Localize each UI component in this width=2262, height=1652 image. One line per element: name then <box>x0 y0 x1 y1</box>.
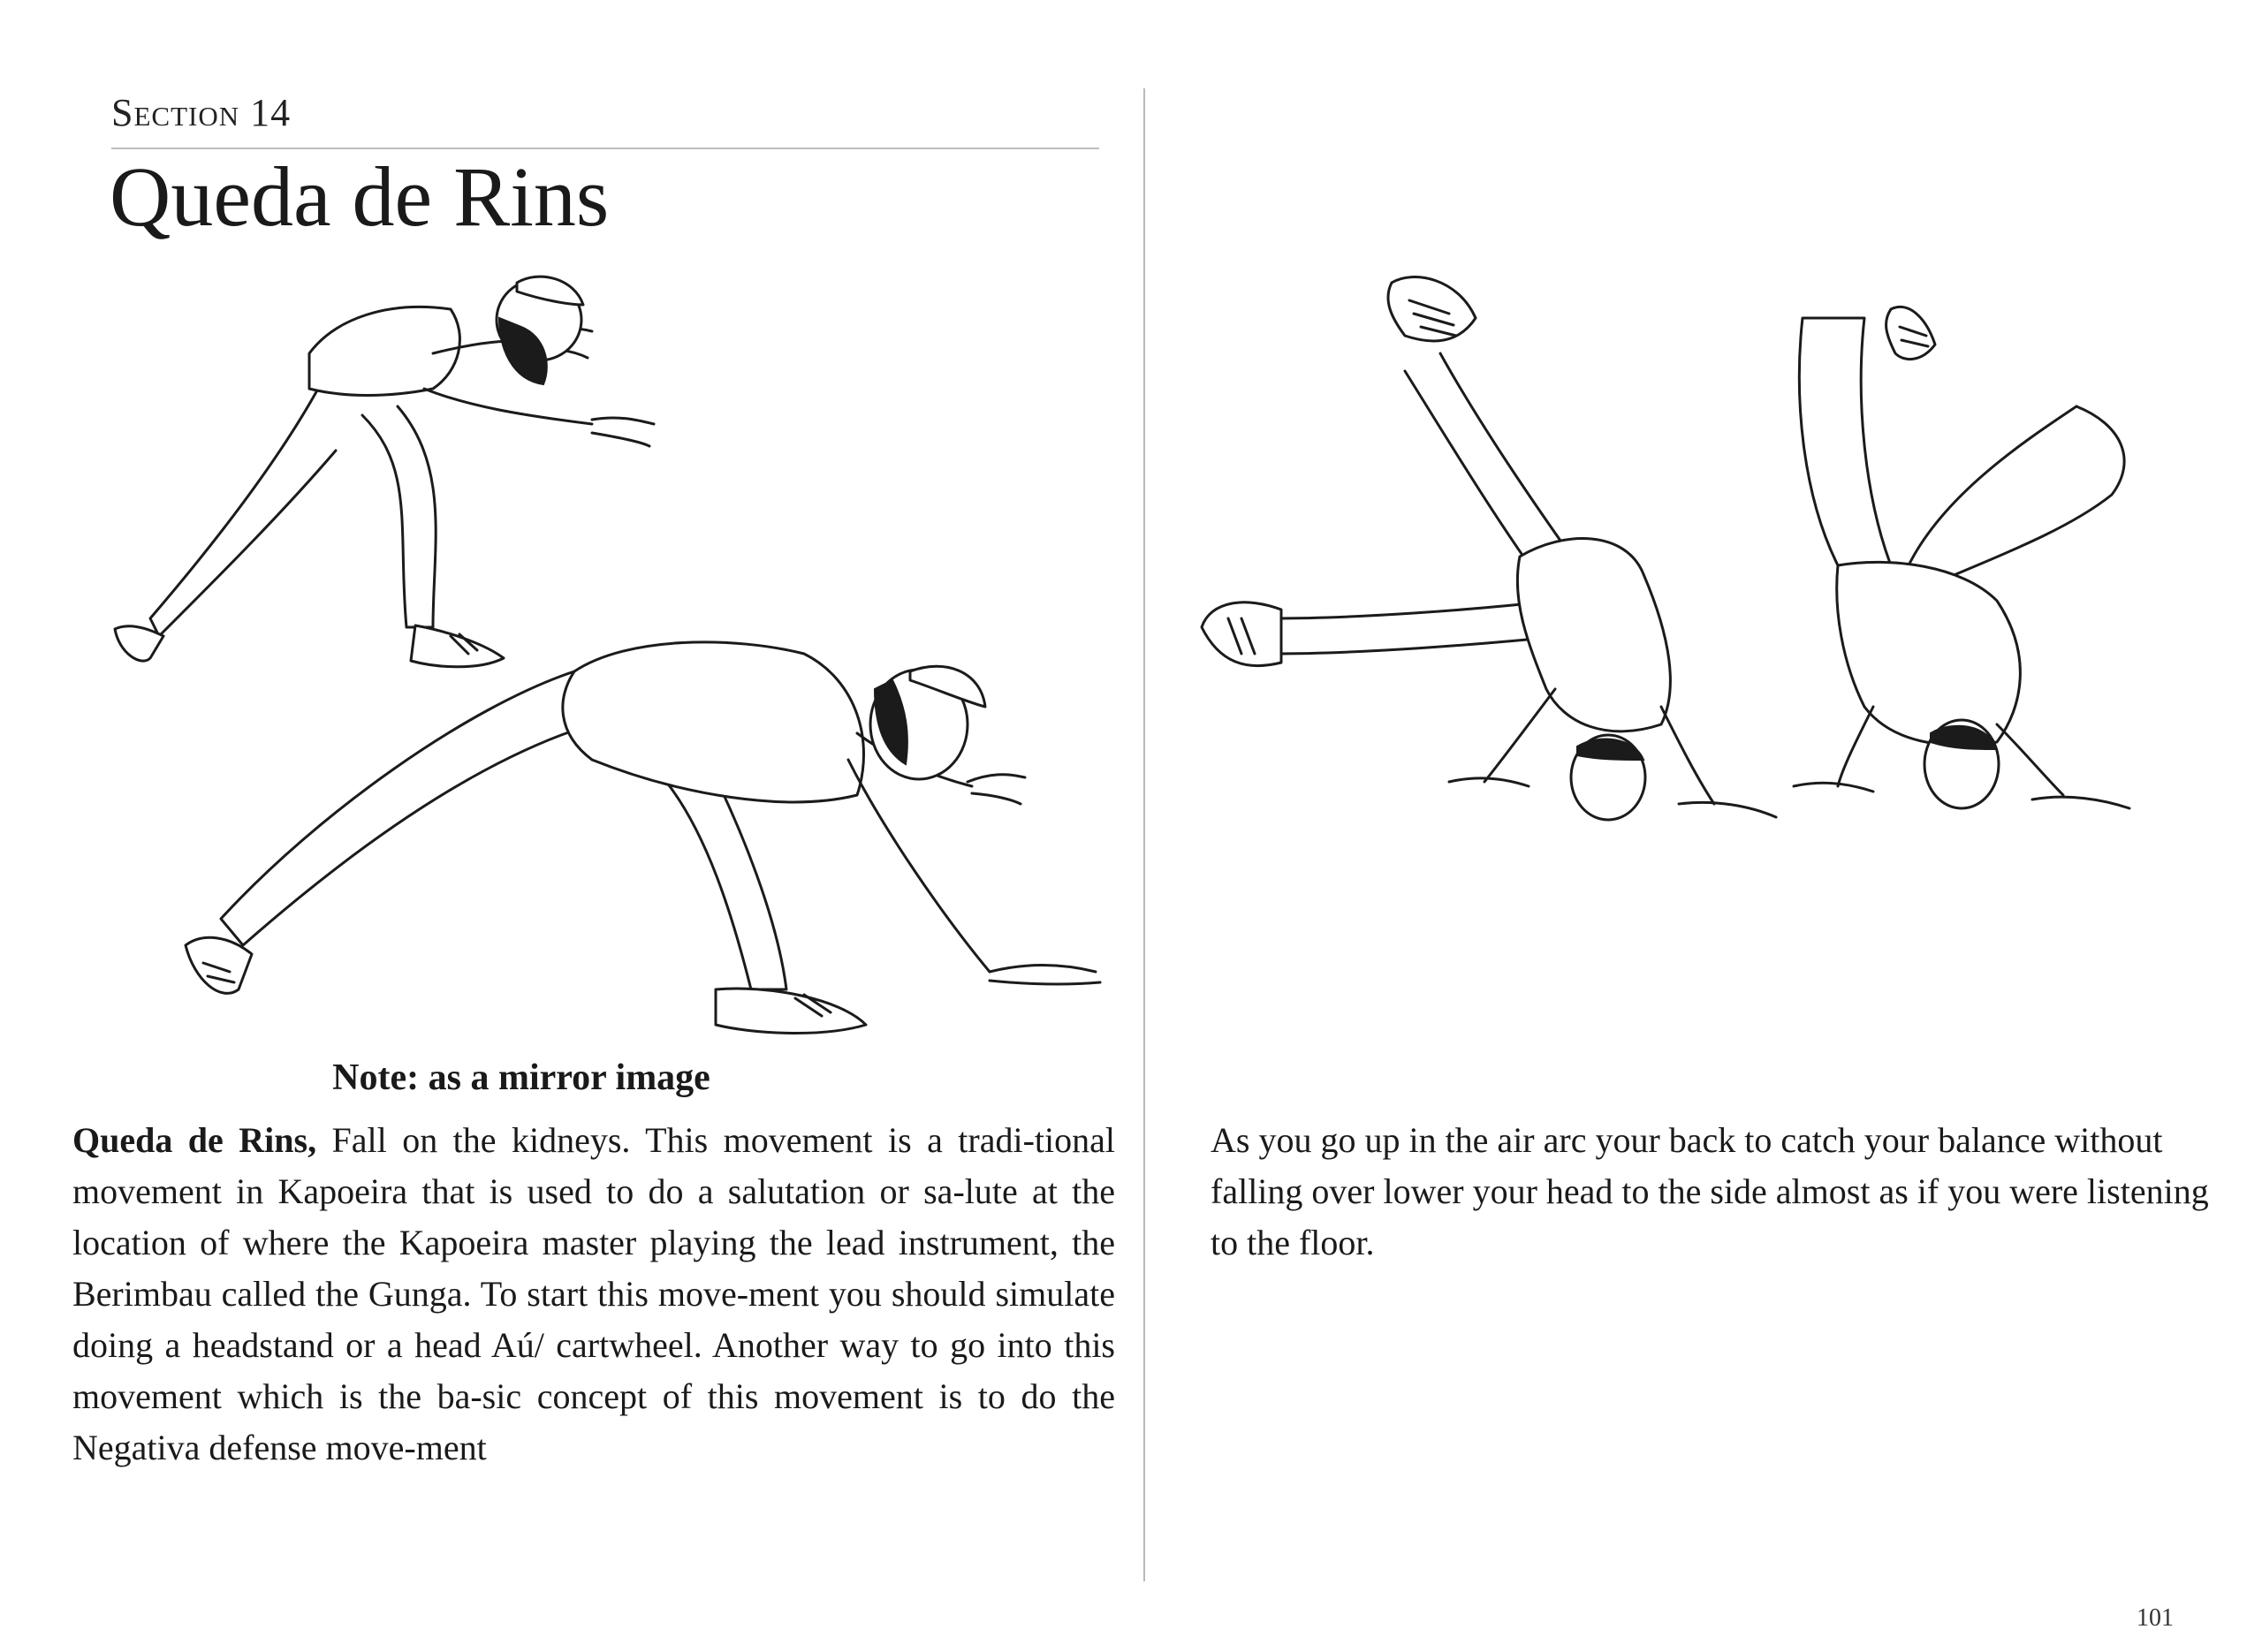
right-headstand-figure <box>1794 307 2129 808</box>
left-body-paragraph <box>72 1115 1115 1474</box>
page-number: 101 <box>2137 1604 2174 1632</box>
upper-figure <box>115 277 654 667</box>
paragraph-lead: Queda de Rins, <box>72 1120 317 1160</box>
lower-figure <box>186 642 1100 1034</box>
left-headstand-figure <box>1202 277 1776 820</box>
section-label: Section 14 <box>111 91 292 134</box>
paragraph-body: Fall on the kidneys. This movement is a tradi-tional movement in Kapoeira that is used to do a salutation or sa-lute at the location of where the Kapoeira master playing the lead instrument, the Berimbau called the Gunga. To start this move-ment you should simulate doing a headstand or a head Aú/ cartwheel. Another way to go into this movement which is the ba-sic concept of this movement is to do the Negativa defense move-ment <box>72 1120 1116 1467</box>
page-title: Queda de Rins <box>110 149 610 244</box>
page-gutter-divider <box>1143 88 1145 1581</box>
headstand-figures-illustration <box>1184 265 2174 936</box>
figure-caption: Note: as a mirror image <box>332 1057 710 1098</box>
crouching-figures-illustration <box>97 265 1113 1060</box>
right-body-paragraph: As you go up in the air arc your back to catch your balance without falling over lower your head to the side almost as if you were listening to the floor. <box>1211 1120 2209 1262</box>
